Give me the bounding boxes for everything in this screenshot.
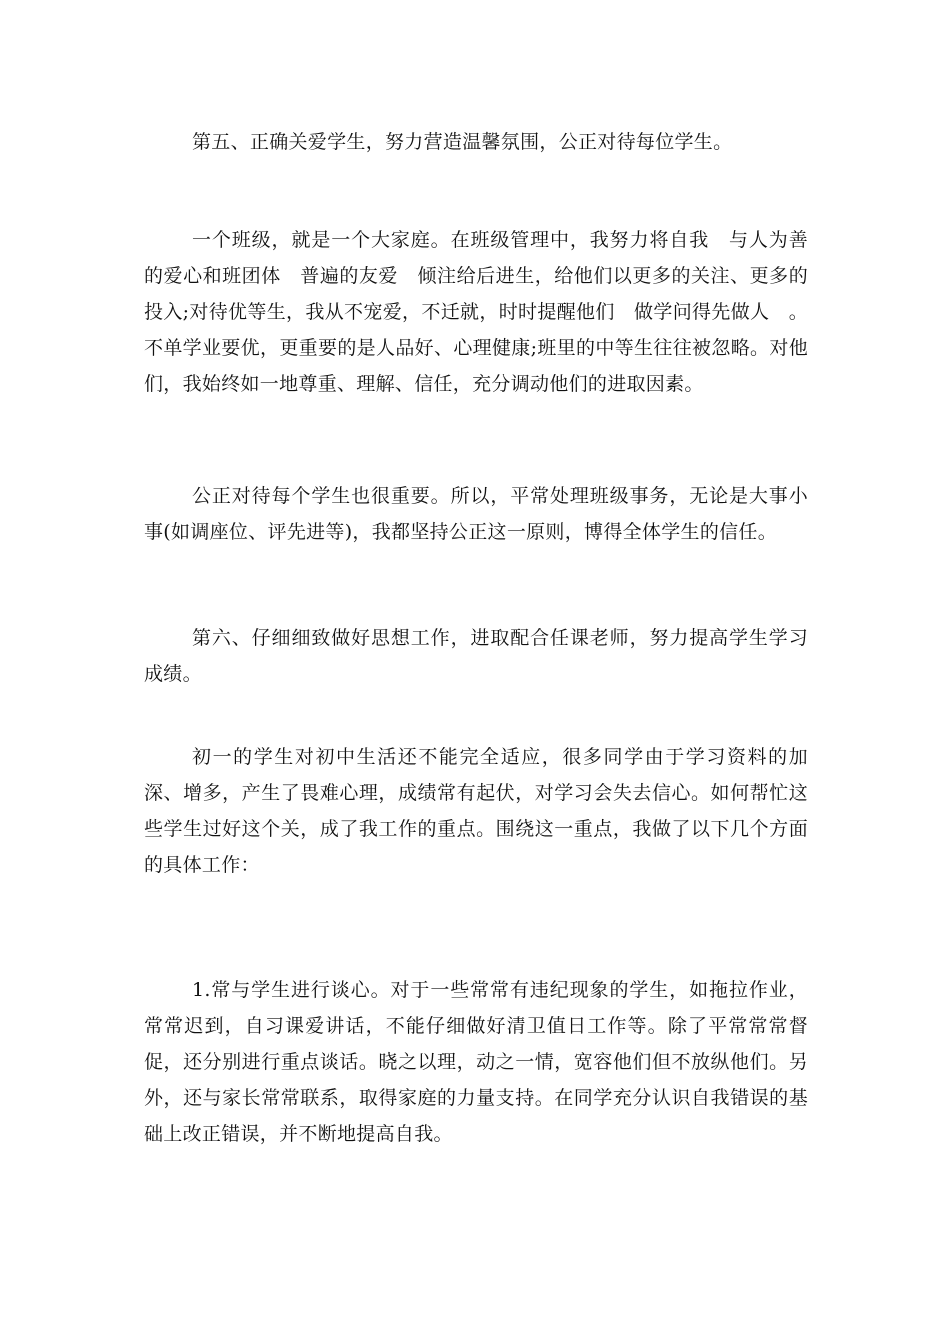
paragraph-first-year-students: 初一的学生对初中生活还不能完全适应，很多同学由于学习资料的加深、增多，产生了畏难心理，成绩常有起伏，对学习会失去信心。如何帮忙这些学生过好这个关，成了我工作的重点。围绕这一重点，我做了以下几个方面的具体工作： (144, 746, 808, 876)
paragraph-section-five-heading: 第五、正确关爱学生，努力营造温馨氛围，公正对待每位学生。 (192, 131, 733, 153)
paragraph-item-one-talks: 1.常与学生进行谈心。对于一些常常有违纪现象的学生，如拖拉作业，常常迟到，自习课爱讲话，不能仔细做好清卫值日工作等。除了平常常常督促，还分别进行重点谈话。晓之以理，动之一情，宽容他们但不放纵他们。另外，还与家长常常联系，取得家庭的力量支持。在同学充分认识自我错误的基础上改正错误，并不断地提高自我。 (144, 979, 808, 1145)
paragraph-section-six-heading: 第六、仔细细致做好思想工作，进取配合任课老师，努力提高学生学习成绩。 (144, 627, 808, 685)
paragraph-fair-treatment: 公正对待每个学生也很重要。所以，平常处理班级事务，无论是大事小事(如调座位、评先进等)，我都坚持公正这一原则，博得全体学生的信任。 (144, 485, 808, 543)
paragraph-class-family: 一个班级，就是一个大家庭。在班级管理中，我努力将自我 与人为善 的爱心和班团体 普遍的友爱 倾注给后进生，给他们以更多的关注、更多的投入;对待优等生，我从不宠爱，不迁就，时时提醒他们 做学问得先做人 。不单学业要优，更重要的是人品好、心理健康;班里的中等生往往被忽略。对他们，我始终如一地尊重、理解、信任，充分调动他们的进取因素。 (144, 229, 828, 395)
